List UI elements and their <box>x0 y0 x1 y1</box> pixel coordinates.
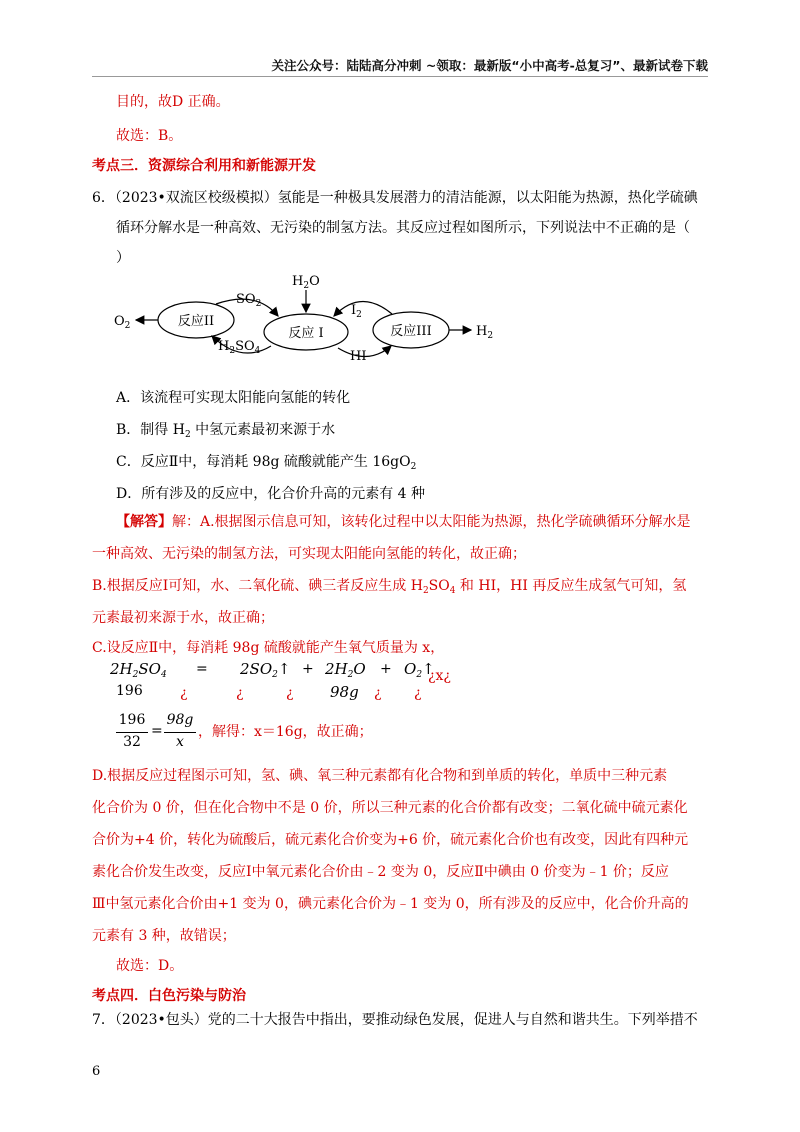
question-6-line-1: 6．（2023•双流区校级模拟）氢能是一种极具发展潜力的清洁能源，以太阳能为热源，热化学硫碘 <box>92 190 698 206</box>
fraction-2-bar <box>164 732 196 733</box>
fraction-1-denominator: 32 <box>123 734 141 750</box>
question-6-line-3: ） <box>116 250 130 266</box>
eq-mark-3: ¿ <box>286 685 294 701</box>
reaction-cycle-diagram <box>106 268 506 368</box>
reaction-1-label: 反应 I <box>288 326 324 341</box>
question-7-line-1: 7．（2023•包头）党的二十大报告中指出，要推动绿色发展，促进人与自然和谐共生。下列举措不 <box>92 1012 698 1028</box>
reaction-3-label: 反应III <box>390 324 432 339</box>
eq-unknown: ¿x¿ <box>428 668 451 684</box>
h2so4-label: $H_2SO_4$ <box>218 339 261 356</box>
eq-mark-2: ¿ <box>236 685 244 701</box>
answer-d-line-4: 素化合价发生改变，反应Ⅰ中氧元素化合价由﹣2 变为 0，反应Ⅱ中碘由 0 价变为﹣1 价；反应 <box>92 864 669 880</box>
eq-mark-5: ¿ <box>414 685 422 701</box>
reaction-2-label: 反应II <box>177 314 215 329</box>
eq-equals: = <box>196 661 208 677</box>
eq-h2o: $2H_2O$ <box>325 660 366 680</box>
i2-label: $I_2$ <box>351 303 362 320</box>
header-divider <box>92 76 708 77</box>
eq-mark-4: ¿ <box>374 685 382 701</box>
proportion-result: ，解得：x＝16g，故正确； <box>198 724 373 740</box>
eq-plus-2: + <box>380 661 392 677</box>
eq-plus-1: + <box>302 661 314 677</box>
section-4-title: 考点四．白色污染与防治 <box>92 988 246 1004</box>
hi-label: HI <box>350 349 367 364</box>
answer-a-line-1: 【解答】解：A.根据图示信息可知，该转化过程中以太阳能为热源，热化学硫碘循环分解水是 <box>116 514 691 530</box>
so2-label: $SO_2$ <box>236 292 262 309</box>
answer-choice: 故选：D。 <box>116 958 184 974</box>
fraction-1-numerator: 196 <box>118 712 146 728</box>
answer-a-line-2: 一种高效、无污染的制氢方法，可实现太阳能向氢能的转化，故正确； <box>92 546 526 562</box>
i2-arrow <box>334 301 392 316</box>
option-b: B．制得 $H_2$ 中氢元素最初来源于水 <box>116 422 336 440</box>
answer-label: 【解答】 <box>116 514 172 530</box>
fraction-2-denominator: x <box>176 734 184 750</box>
eq-mark-1: ¿ <box>180 685 188 701</box>
answer-c-line-1: C.设反应Ⅱ中，每消耗 98g 硫酸就能产生氧气质量为 x， <box>92 640 445 656</box>
h2-label: $H_2$ <box>476 324 494 341</box>
h2o-label: $H_2O$ <box>292 274 320 291</box>
answer-d-line-3: 合价为+4 价，转化为硫酸后，硫元素化合价变为+6 价，硫元素化合价也有改变，因此有四种元 <box>92 832 689 848</box>
eq-so2: $2SO_2↑$ <box>240 660 291 680</box>
eq-mass-196: 196 <box>116 683 143 699</box>
answer-d-line-5: Ⅲ中氢元素化合价由+1 变为 0，碘元素化合价为﹣1 变为 0，所有涉及的反应中，化合价升高的 <box>92 896 689 912</box>
eq-o2: $O_2↑$ <box>404 660 435 680</box>
proportion-equals: = <box>151 723 163 739</box>
o2-label: $O_2$ <box>114 314 131 331</box>
fraction-2-numerator: 98g <box>166 712 194 728</box>
option-a: A．该流程可实现太阳能向氢能的转化 <box>116 390 351 406</box>
page-header: 关注公众号：陆陆高分冲刺 ~领取：最新版“小中高考-总复习”、最新试卷下载 <box>271 58 708 73</box>
eq-h2so4: $2H_2SO_4$ <box>110 660 167 680</box>
answer-d-line-1: D.根据反应过程图示可知，氢、碘、氧三种元素都有化合物和到单质的转化，单质中三种元素 <box>92 768 668 784</box>
question-6-line-2: 循环分解水是一种高效、无污染的制氢方法。其反应过程如图所示，下列说法中不正确的是（ <box>116 220 690 236</box>
page-number: 6 <box>92 1064 101 1079</box>
answer-b-line-2: 元素最初来源于水，故正确； <box>92 610 274 626</box>
prev-answer-line: 目的，故D 正确。 <box>116 94 230 110</box>
fraction-1-bar <box>116 732 148 733</box>
answer-b-line-1: B.根据反应Ⅰ可知，水、二氧化硫、碘三者反应生成 $H_2SO_4$ 和 HI，HI 再反应生成氢气可知，氢 <box>92 578 687 596</box>
option-c: C．反应Ⅱ中，每消耗 98g 硫酸就能产生 $16gO_2$ <box>116 454 417 472</box>
eq-mass-98g: 98g <box>330 683 359 701</box>
answer-d-line-2: 化合价为 0 价，但在化合物中不是 0 价，所以三种元素的化合价都有改变；二氧化硫中硫元素化 <box>92 800 688 816</box>
prev-choice: 故选：B。 <box>116 128 183 144</box>
option-d: D．所有涉及的反应中，化合价升高的元素有 4 种 <box>116 486 426 502</box>
section-3-title: 考点三．资源综合利用和新能源开发 <box>92 158 316 174</box>
answer-d-line-6: 元素有 3 种，故错误； <box>92 928 236 944</box>
